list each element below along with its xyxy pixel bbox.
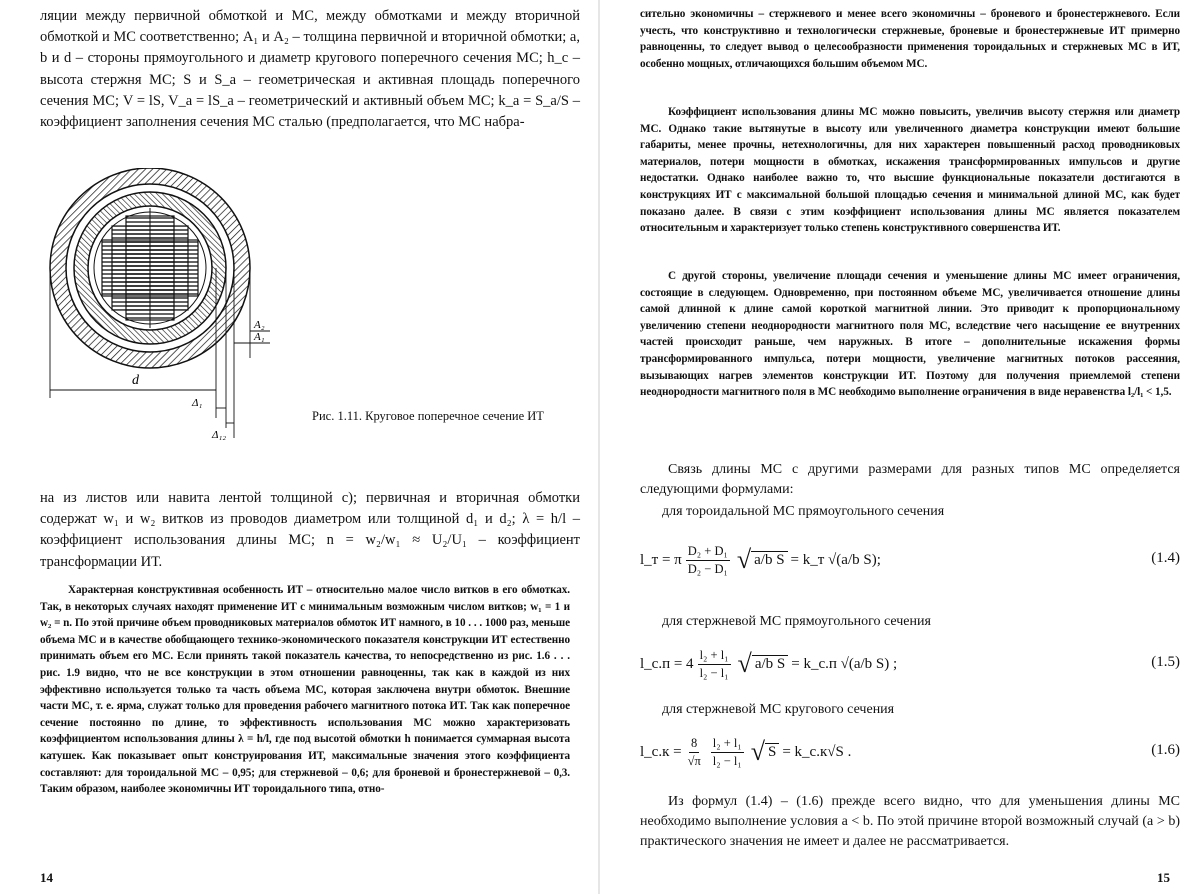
label-delta1: Δ₁ <box>192 397 203 409</box>
eq2-denominator: l₂ − l₁ <box>699 665 729 680</box>
equation-1-6: l_с.к = $\frac{8}{√\pi}$ $\frac{\text{l₂ + l₁}}{\text{l₂ − l₁}}$ √ S = k_с.к√S . (1.6) <box>640 735 1180 768</box>
figure-caption: Рис. 1.11. Круговое поперечное сечение ИТ <box>312 409 544 423</box>
right-paragraph-1: сительно экономичны – стержневого и менее всего экономичны – броневого и бронестержневого. Если учесть, что конструктивно и технологически стержневые, броневые и бронестержневые ИТ примерно равноценны, то следует вывод о целесообразности применения тороидальных и стержневых МС в ИТ, особенно мощных, отличающихся большим объемом МС. <box>640 8 1180 70</box>
eq2-lhs: l_с.п = 4 <box>640 655 694 672</box>
eq2-sqrt: √ a/b S <box>738 651 789 677</box>
left-mid-paragraph: на из листов или навита лентой толщиной c); первичная и вторичная обмотки содержат w₁ и w₂ витков из проводов диаметром или толщиной d₁ и d₂; λ = h/l – коэффициент использования длины МС; n = w₂/w₁ ≈ U₂/U₁ – коэффициент трансформации ИТ. <box>40 490 580 570</box>
eq3-numerator: 8 <box>689 736 699 753</box>
eq3-label: для стержневой МС кругового сечения <box>662 702 895 717</box>
eq1-rhs: = k_т √(a/b S); <box>790 551 881 568</box>
eq1-number: (1.4) <box>1151 550 1180 566</box>
equation-1-4 <box>640 538 1180 582</box>
right-paragraph-3: С другой стороны, увеличение площади сечения и уменьшение длины МС имеет ограничения, состоящие в следующем. Одновременно, при постоянном объеме МС, увеличивается отношение длины самой длинной к длине самой короткой магнитной линии. Это приводит к пропорциональному увеличению степени неоднородности магнитного поля МС, вследствие чего насыщение ее внутренних частей происходит раньше, чем наружных. В итоге – дополнительные искажения формы трансформированного импульса, потери мощности, увеличение магнитных потоков рассеяния, вызывающих нагрев элементов конструкции ИТ. Поэтому для получения приемлемой степени неоднородности магнитного поля в МС необходимо выполнение ограничения в виде неравенства l₂/l₁ < 1,5. <box>640 270 1180 399</box>
page-number-left: 14 <box>40 870 53 885</box>
eq3-number: (1.6) <box>1151 742 1180 758</box>
label-a1: A₁ <box>254 331 265 343</box>
conclusion-paragraph: Из формул (1.4) – (1.6) прежде всего видно, что для уменьшения длины МС необходимо выполнение условия a < b. По этой причине второй возможный случай (a > b) практического значения не имеет и далее не рассматривается. <box>640 794 1180 849</box>
eq1-sqrt: √ a/b S <box>737 547 788 573</box>
left-body-paragraph: Характерная конструктивная особенность ИТ – относительно малое число витков в его обмотках. Так, в некоторых случаях находят применение ИТ с минимальным возможным числом витков; w₁ = 1 и w₂ = n. По этой причине объем проводниковых материалов обмоток ИТ намного, в 10 . . . 1000 раз, меньше объема МС и в качестве обобщающего технико-экономического показателя конструкции ИТ естественно принимать объем его МС. Если принять такой показатель качества, то непосредственно из рис. 1.6 . . . рис. 1.9 видно, что не все конструкции в этом отношении равноценны, так как в каждой из них эффективно используется только та часть объема МС, которая заключена внутри обмоток. Внешние части МС, т. е. ярма, служат только для проведения рабочего магнитного потока ИТ. Так как поперечное сечение постоянно по длине, то эффективность использования МС можно характеризовать коэффициентом использования длины λ = h/l, где под высотой обмотки h понимается суммарная высота катушек. Как показывает опыт конструирования ИТ, максимальные значения этого коэффициента составляют: для тороидальной МС – 0,95; для стержневой – 0,6; для броневой и бронестержневой – 0,3. Таким образом, наиболее экономичны ИТ тороидального типа, отно- <box>40 584 570 796</box>
left-top-paragraph: ляции между первичной обмоткой и МС, между обмотками и между вторичной обмоткой и МС соответственно; A₁ и A₂ – толщина первичной и вторичной обмотки; a, b и d – стороны прямоугольного и диаметр кругового поперечного сечения МС; h_c – высота стержня МС; S и S_a – геометрическая и активная площадь поперечного сечения МС; V = lS, V_a = lS_a – геометрический и активный объем МС; k_a = S_a/S – коэффициент заполнения сечения МС сталью (предполагается, что МС набра- <box>40 8 580 131</box>
label-delta12: Δ₁₂ <box>212 429 227 441</box>
right-paragraph-2: Коэффициент использования длины МС можно повысить, увеличив высоту стержня или диаметр МС. Однако такие вытянутые в высоту или увеличенного диаметра конструкции имеют большие габариты, менее прочны, нетехнологичны, для них характерен повышенный расход проводниковых материалов, потери мощности в обмотках, искажения трансформированных импульсов и другие недостатки. Однако наиболее важно то, что высшие функциональные показатели достигаются в конструкциях ИТ с максимальной большой площадью сечения и минимальной длиной МС, как будет показано далее. В связи с этим коэффициент использования длины МС является показателем относительным и характеризует только степень конструктивного совершенства ИТ. <box>640 106 1180 235</box>
eq1-label: для тороидальной МС прямоугольного сечения <box>662 504 945 519</box>
equation-1-5 <box>640 642 1180 686</box>
eq3-sqrt: √ S <box>751 739 780 765</box>
right-page <box>600 0 1200 894</box>
eq3-denominator: √π <box>687 753 701 768</box>
eq1-denominator: D₂ − D₁ <box>687 561 728 576</box>
circular-cross-section-figure <box>40 168 300 448</box>
label-d: d <box>132 373 139 388</box>
page-number-right: 15 <box>1157 870 1170 885</box>
eq1-lhs: l_т = π <box>640 551 682 568</box>
label-a2: A₂ <box>254 319 265 331</box>
eq3-rhs: = k_с.к√S . <box>782 743 852 760</box>
eq2-numerator: l₂ + l₁ <box>698 648 731 665</box>
eq1-numerator: D₂ + D₁ <box>686 544 730 561</box>
eq2-label: для стержневой МС прямоугольного сечения <box>662 614 931 629</box>
eq3-lhs: l_с.к = <box>640 743 682 760</box>
formulas-intro: Связь длины МС с другими размерами для разных типов МС определяется следующими формулами: <box>640 462 1180 497</box>
eq2-rhs: = k_с.п √(a/b S) ; <box>791 655 898 672</box>
eq2-number: (1.5) <box>1151 654 1180 670</box>
laminated-core <box>102 208 198 328</box>
